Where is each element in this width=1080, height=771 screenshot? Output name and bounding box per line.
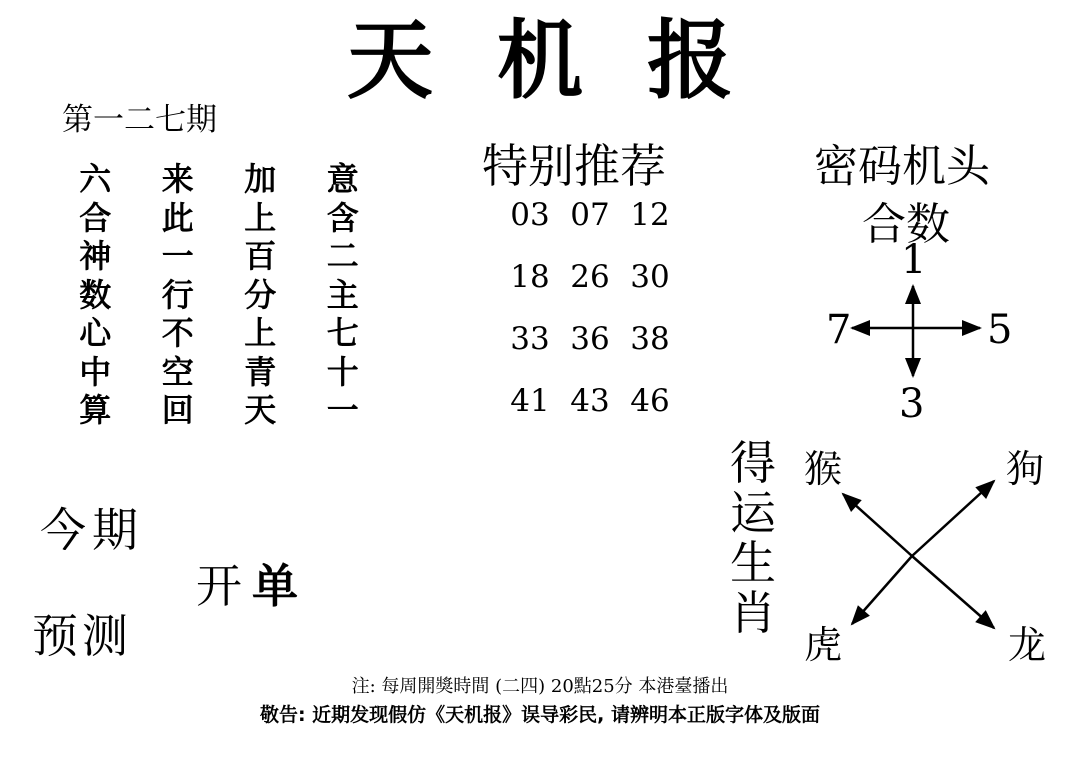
arrow-to-dog-icon [912, 481, 994, 556]
recommended-number: 12 [630, 197, 670, 233]
poem-char: 中 [79, 352, 112, 391]
lucky-zodiac-char: 得 [730, 436, 776, 490]
code-head-subtitle: 合数 [862, 199, 950, 250]
poem-char: 不 [161, 314, 194, 352]
poem-char: 空 [161, 352, 194, 391]
recommended-number: 33 [510, 321, 550, 357]
zodiac-dog: 狗 [1006, 447, 1045, 491]
recommended-number: 07 [570, 197, 610, 233]
poem-char: 意 [326, 160, 359, 198]
poem-char: 十 [326, 352, 359, 391]
cross-arrows [852, 286, 980, 376]
recommended-number: 46 [630, 383, 670, 419]
poem-char: 上 [244, 314, 277, 352]
poem-char: 此 [161, 198, 194, 237]
prediction-result [196, 550, 308, 616]
code-down-number: 3 [899, 381, 925, 427]
poem-char: 含 [326, 198, 359, 237]
poem-char: 二 [326, 237, 359, 275]
recommended-number: 38 [630, 321, 670, 357]
code-up-number: 1 [901, 237, 927, 283]
poem-char: 来 [161, 160, 194, 198]
poem-char: 天 [244, 391, 277, 429]
code-head-title: 密码机头 [814, 141, 990, 192]
poem-char: 青 [244, 352, 277, 391]
lucky-zodiac-label [728, 438, 778, 638]
zodiac-tiger: 虎 [804, 623, 843, 667]
zodiac-dragon: 龙 [1008, 623, 1047, 667]
poem-char: 加 [244, 160, 277, 198]
recommended-number: 41 [510, 383, 550, 419]
poem-char: 神 [79, 237, 112, 275]
poem-char: 算 [79, 391, 112, 429]
arrow-to-tiger-icon [852, 556, 912, 624]
poem-char: 百 [244, 237, 277, 275]
code-right-number: 5 [987, 307, 1013, 353]
zodiac-monkey: 猴 [804, 447, 843, 491]
poem-char: 数 [79, 275, 112, 314]
prediction-open-label: 开 [196, 559, 252, 613]
poem-char: 合 [79, 198, 112, 237]
recommended-number: 30 [630, 259, 670, 295]
poem-char: 七 [326, 314, 359, 352]
issue-number: 第一二七期 [62, 102, 217, 138]
poem-char: 分 [244, 275, 277, 314]
recommended-number: 18 [510, 259, 550, 295]
poem-char: 心 [79, 314, 112, 352]
arrow-to-dragon-icon [912, 556, 994, 628]
code-left-number: 7 [826, 307, 852, 353]
poem-char: 六 [79, 160, 112, 198]
recommended-number: 03 [510, 197, 550, 233]
special-recommend-title: 特别推荐 [482, 139, 666, 193]
poem-char: 一 [161, 237, 194, 275]
poem-char: 回 [161, 391, 194, 429]
poem-char: 上 [244, 198, 277, 237]
poem-char: 主 [326, 275, 359, 314]
prediction-predict-label: 预测 [32, 609, 132, 663]
lucky-zodiac-char: 生 [730, 536, 776, 590]
recommended-number: 26 [570, 259, 610, 295]
poem-char: 行 [161, 275, 194, 314]
recommended-number: 36 [570, 321, 610, 357]
poem-char: 一 [326, 391, 359, 429]
masthead-title: 天机报 [347, 10, 797, 111]
prediction-today-label: 今期 [40, 503, 144, 557]
footer-warning: 敬告: 近期发现假仿《天机报》误导彩民, 请辨明本正版字体及版面 [259, 704, 821, 726]
lucky-zodiac-char: 运 [730, 486, 776, 540]
prediction-single-value: 单 [252, 559, 308, 613]
recommended-number: 43 [570, 383, 610, 419]
lucky-zodiac-char: 肖 [730, 586, 776, 640]
footer-note: 注: 每周開獎時間 (二四) 20點25分 本港臺播出 [351, 676, 729, 697]
diagonal-arrows [843, 481, 994, 628]
arrow-to-monkey-icon [843, 494, 912, 556]
